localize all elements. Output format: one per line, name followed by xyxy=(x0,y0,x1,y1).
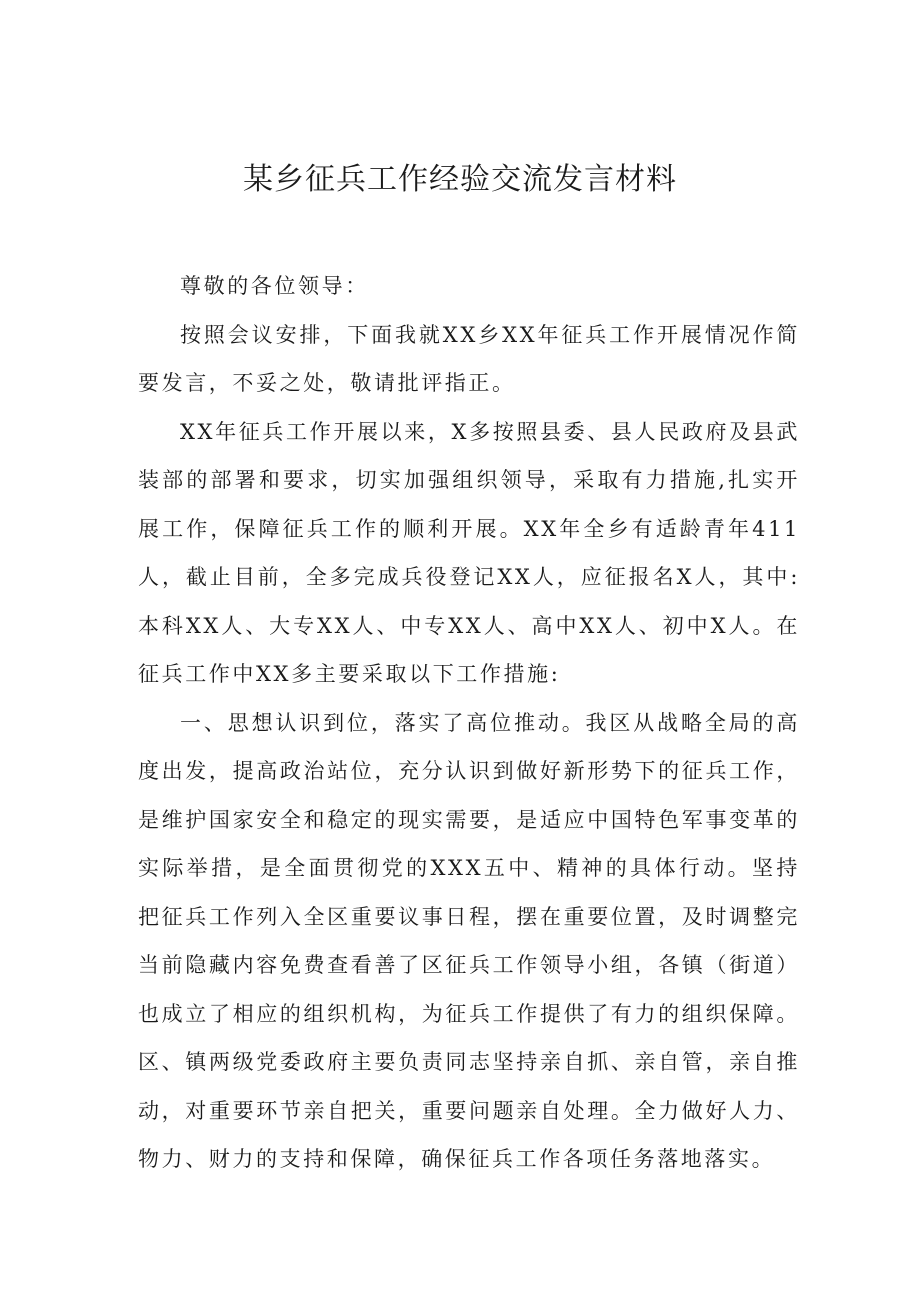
opening-paragraph: 按照会议安排，下面我就XX乡XX年征兵工作开展情况作简要发言，不妥之处，敬请批评指正。 xyxy=(138,322,800,395)
measure-one-paragraph: 一、思想认识到位，落实了高位推动。我区从战略全局的高度出发，提高政治站位，充分认识到做好新形势下的征兵工作，是维护国家安全和稳定的现实需要，是适应中国特色军事变革的实际举措，是全面贯彻党的XXX五中、精神的具体行动。坚持把征兵工作列入全区重要议事日程，摆在重要位置，及时调整完当前隐藏内容免费查看善了区征兵工作领导小组，各镇（街道）也成立了相应的组织机构，为征兵工作提供了有力的组织保障。区、镇两级党委政府主要负责同志坚持亲自抓、亲自管，亲自推动，对重要环节亲自把关，重要问题亲自处理。全力做好人力、物力、财力的支持和保障，确保征兵工作各项任务落地落实。 xyxy=(138,710,800,1171)
document-body xyxy=(138,262,800,1184)
document-title: 某乡征兵工作经验交流发言材料 xyxy=(243,162,677,197)
overview-paragraph: XX年征兵工作开展以来，X多按照县委、县人民政府及县武装部的部署和要求，切实加强组织领导，采取有力措施,扎实开展工作，保障征兵工作的顺利开展。XX年全乡有适龄青年411人，截止目前，全多完成兵役登记XX人，应征报名X人，其中:本科XX人、大专XX人、中专XX人、高中XX人、初中X人。在征兵工作中XX多主要采取以下工作措施: xyxy=(138,419,800,686)
salutation-paragraph: 尊敬的各位领导： xyxy=(180,274,369,298)
